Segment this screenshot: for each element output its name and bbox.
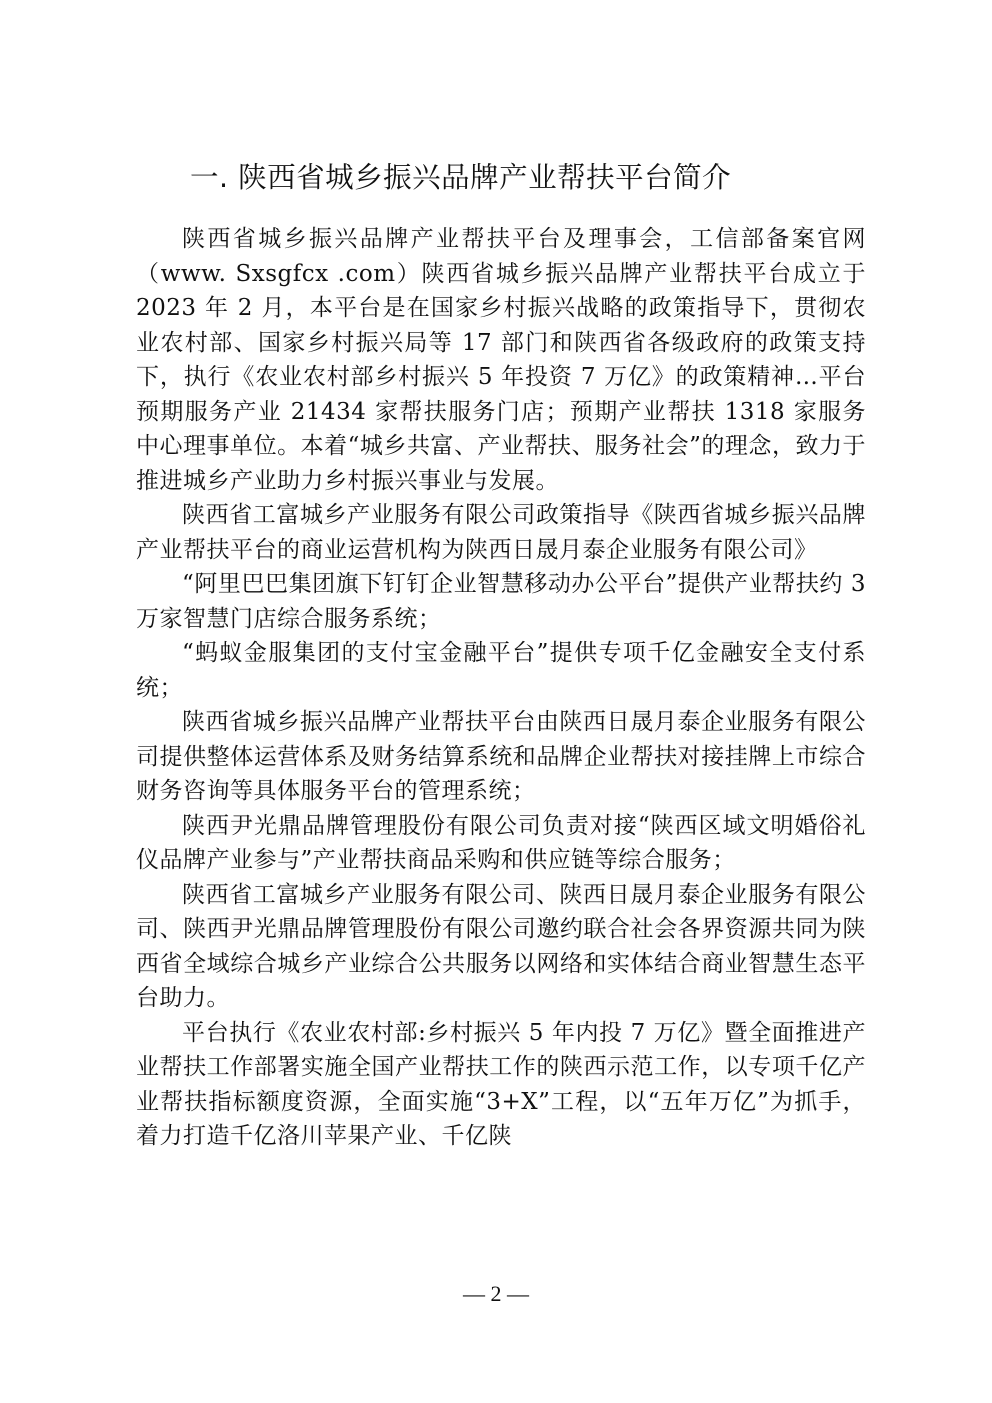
- paragraph-operator: 陕西省工富城乡产业服务有限公司政策指导《陕西省城乡振兴品牌产业帮扶平台的商业运营机构为陕西日晟月泰企业服务有限公司》: [136, 502, 866, 563]
- body-text: [136, 222, 866, 1154]
- page-number: — 2 —: [463, 1281, 529, 1306]
- paragraph-joint-partners: 陕西省工富城乡产业服务有限公司、陕西日晟月泰企业服务有限公司、陕西尹光鼎品牌管理股份有限公司邀约联合社会各界资源共同为陕西省全域综合城乡产业综合公共服务以网络和实体结合商业智慧生态平台助力。: [136, 881, 866, 1011]
- section-heading: 一. 陕西省城乡振兴品牌产业帮扶平台简介: [190, 161, 732, 194]
- paragraph-platform-intro: 陕西省城乡振兴品牌产业帮扶平台及理事会，工信部备案官网 （www. Sxsgfcx .com）陕西省城乡振兴品牌产业帮扶平台成立于 2023 年 2 月，本平台是在国家乡村振兴战略的政策指导下，贯彻农业农村部、国家乡村振兴局等 17 部门和陕西省各级政府的政策支持下，执行《农业农村部乡村振兴 5 年投资 7 万亿》的政策精神…平台预期服务产业 21434 家帮扶服务门店；预期产业帮扶 1318 家服务中心理事单位。本着“城乡共富、产业帮扶、服务社会”的理念，致力于推进城乡产业助力乡村振兴事业与发展。: [136, 226, 866, 494]
- paragraph-dingtalk: “阿里巴巴集团旗下钉钉企业智慧移动办公平台”提供产业帮扶约 3 万家智慧门店综合服务系统；: [136, 571, 866, 632]
- paragraph-implementation: 平台执行《农业农村部:乡村振兴 5 年内投 7 万亿》暨全面推进产业帮扶工作部署实施全国产业帮扶工作的陕西示范工作，以专项千亿产业帮扶指标额度资源，全面实施“3+X”工程，以“五年万亿”为抓手，着力打造千亿洛川苹果产业、千亿陕: [136, 1019, 866, 1149]
- paragraph-yinguangding: 陕西尹光鼎品牌管理股份有限公司负责对接“陕西区域文明婚俗礼仪品牌产业参与”产业帮扶商品采购和供应链等综合服务；: [136, 812, 866, 873]
- paragraph-management-system: 陕西省城乡振兴品牌产业帮扶平台由陕西日晟月泰企业服务有限公司提供整体运营体系及财务结算系统和品牌企业帮扶对接挂牌上市综合财务咨询等具体服务平台的管理系统；: [136, 709, 866, 804]
- paragraph-alipay: “蚂蚁金服集团的支付宝金融平台”提供专项千亿金融安全支付系统；: [136, 640, 866, 701]
